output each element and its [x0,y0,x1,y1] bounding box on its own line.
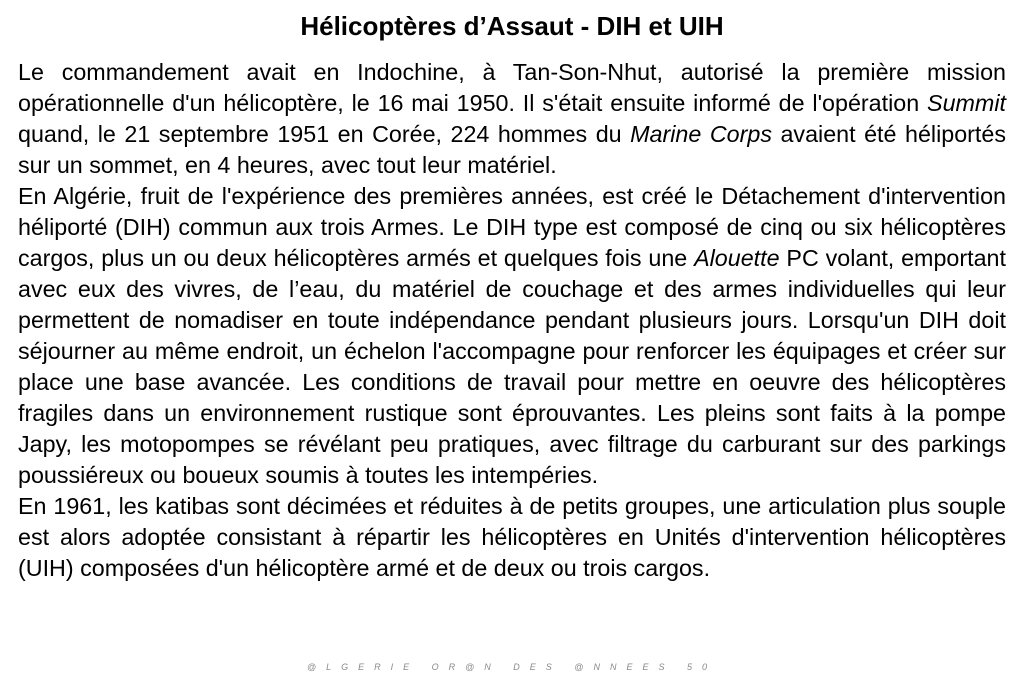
paragraph-indochine [18,57,1006,181]
paragraph-algerie-dih [18,181,1006,491]
text-segment: En 1961, les katibas sont décimées et réduites à de petits groupes, une articulation plus souple est alors adoptée consistant à répartir les hélicoptères en Unités d'intervention hélicoptères (UIH) composées d'un hélicoptère armé et de deux ou trois cargos. [18,493,1006,581]
italic-term: Summit [927,90,1006,116]
paragraph-uih-1961 [18,491,1006,584]
body-text [18,57,1006,584]
text-segment: avaient été héliportés sur un sommet, en 4 heures, avec tout leur matériel. [18,121,1006,178]
italic-term: Alouette [694,245,780,271]
text-segment: PC volant, emportant avec eux des vivres, de l’eau, du matériel de couchage et des armes individuelles qui leur permettent de nomadiser en toute indépendance pendant plusieurs jours. Lorsqu'un DIH doit séjourner au même endroit, un échelon l'accompagne pour renforcer les équipages et créer sur place une base avancée. Les conditions de travail pour mettre en oeuvre des hélicoptères fragiles dans un environnement rustique sont éprouvantes. Les pleins sont faits à la pompe Japy, les motopompes se révélant peu pratiques, avec filtrage du carburant sur des parkings poussiéreux ou boueux soumis à toutes les intempéries. [18,245,1006,488]
text-segment: quand, le 21 septembre 1951 en Corée, 224 hommes du [18,121,631,147]
text-segment: Le commandement avait en Indochine, à Tan-Son-Nhut, autorisé la première mission opérationnelle d'un hélicoptère, le 16 mai 1950. Il s'était ensuite informé de l'opération [18,59,1006,116]
page-title: Hélicoptères d’Assaut - DIH et UIH [300,11,724,41]
footer-watermark: @LGERIE OR@N DES @NNEES 50 [307,662,717,672]
text-segment: En Algérie, fruit de l'expérience des premières années, est créé le Détachement d'intervention héliporté (DIH) commun aux trois Armes. Le DIH type est composé de cinq ou six hélicoptères cargos, plus un ou deux hélicoptères armés et quelques fois une [18,183,1006,271]
italic-term: Marine Corps [630,121,772,147]
